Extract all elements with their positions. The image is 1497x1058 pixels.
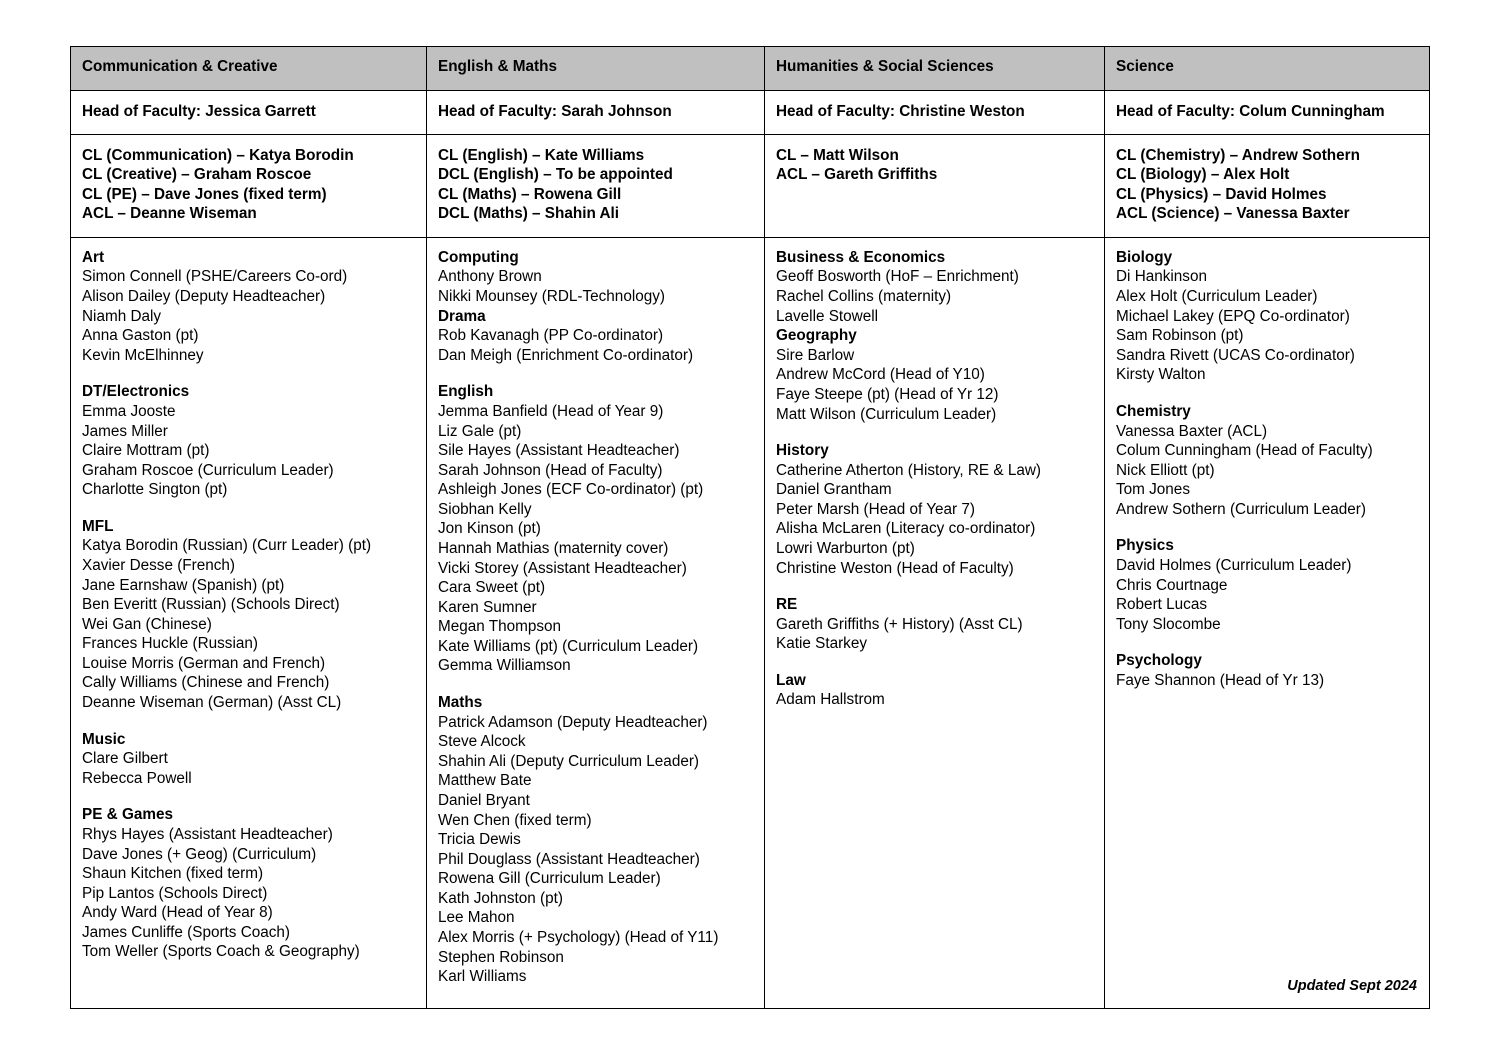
leadership-role-line: CL (PE) – Dave Jones (fixed term) — [82, 185, 327, 203]
staff-name: Jane Earnshaw (Spanish) (pt) — [82, 576, 285, 594]
staff-name: Karl Williams — [438, 968, 527, 986]
staff-name: Xavier Desse (French) — [82, 556, 236, 574]
subject-title: History — [776, 442, 829, 460]
staff-name: Deanne Wiseman (German) (Asst CL) — [82, 694, 342, 712]
staff-name: Di Hankinson — [1116, 268, 1207, 286]
staff-name: Anna Gaston (pt) — [82, 327, 199, 345]
staff-name: Tony Slocombe — [1116, 615, 1221, 633]
staff-name: Sandra Rivett (UCAS Co-ordinator) — [1116, 346, 1355, 364]
staff-name: Michael Lakey (EPQ Co-ordinator) — [1116, 307, 1350, 325]
staff-name: Wei Gan (Chinese) — [82, 615, 212, 633]
subject-block — [438, 693, 755, 987]
head-of-faculty-cell-1 — [71, 91, 427, 135]
subject-title: Psychology — [1116, 652, 1202, 670]
staff-name: Simon Connell (PSHE/Careers Co-ord) — [82, 268, 348, 286]
subject-block — [82, 805, 417, 962]
head-of-faculty-row — [71, 91, 1430, 135]
staff-name: Andrew McCord (Head of Y10) — [776, 366, 985, 384]
head-of-faculty-cell-3 — [765, 91, 1105, 135]
staff-name: Andrew Sothern (Curriculum Leader) — [1116, 500, 1366, 518]
subject-block — [438, 382, 755, 676]
staff-name: Siobhan Kelly — [438, 500, 532, 518]
staff-name: Chris Courtnage — [1116, 576, 1228, 594]
subject-block — [776, 248, 1095, 326]
roles-cell-3 — [765, 134, 1105, 237]
staff-name: Cara Sweet (pt) — [438, 579, 546, 597]
subject-title: Business & Economics — [776, 248, 946, 266]
head-of-faculty-label: Head of Faculty: Jessica Garrett — [82, 103, 316, 120]
staff-name: Karen Sumner — [438, 598, 537, 616]
faculty-header-cell-3 — [765, 47, 1105, 91]
faculty-staff-table — [70, 46, 1430, 1009]
subject-title: Geography — [776, 327, 857, 345]
leadership-role-line: ACL (Science) – Vanessa Baxter — [1116, 205, 1350, 223]
subject-block — [1116, 402, 1420, 519]
head-of-faculty-label: Head of Faculty: Sarah Johnson — [438, 103, 672, 120]
staff-name: Lowri Warburton (pt) — [776, 539, 915, 557]
roles-cell-4 — [1105, 134, 1430, 237]
staff-name: Christine Weston (Head of Faculty) — [776, 559, 1014, 577]
staff-name: Charlotte Sington (pt) — [82, 481, 228, 499]
staff-name: Kevin McElhinney — [82, 346, 204, 364]
head-of-faculty-cell-4 — [1105, 91, 1430, 135]
staff-name: Patrick Adamson (Deputy Headteacher) — [438, 713, 708, 731]
staff-name: Faye Shannon (Head of Yr 13) — [1116, 671, 1325, 689]
staff-name: Faye Steepe (pt) (Head of Yr 12) — [776, 385, 999, 403]
staff-name: Liz Gale (pt) — [438, 422, 522, 440]
staff-name: Lee Mahon — [438, 909, 515, 927]
staff-name: Dan Meigh (Enrichment Co-ordinator) — [438, 346, 694, 364]
staff-name: Sam Robinson (pt) — [1116, 327, 1244, 345]
staff-name: Anthony Brown — [438, 268, 542, 286]
subject-block — [1116, 248, 1420, 385]
leadership-role-line: CL (Maths) – Rowena Gill — [438, 185, 622, 203]
staff-name: Sile Hayes (Assistant Headteacher) — [438, 442, 680, 460]
subject-block — [438, 248, 755, 307]
faculty-header-row — [71, 47, 1430, 91]
subject-block — [776, 441, 1095, 578]
staff-name: Jon Kinson (pt) — [438, 520, 541, 538]
staff-name: Frances Huckle (Russian) — [82, 635, 258, 653]
staff-name: Kirsty Walton — [1116, 366, 1206, 384]
staff-cell-1 — [71, 237, 427, 1008]
staff-name: Katie Starkey — [776, 635, 867, 653]
staff-name: Jemma Banfield (Head of Year 9) — [438, 402, 664, 420]
head-of-faculty-label: Head of Faculty: Christine Weston — [776, 103, 1025, 120]
subject-title: Chemistry — [1116, 402, 1191, 420]
staff-name: Gareth Griffiths (+ History) (Asst CL) — [776, 615, 1023, 633]
subject-block — [82, 730, 417, 789]
subject-block — [82, 517, 417, 713]
staff-name: Colum Cunningham (Head of Faculty) — [1116, 442, 1373, 460]
staff-name: James Miller — [82, 422, 168, 440]
faculty-header-cell-4 — [1105, 47, 1430, 91]
staff-name: David Holmes (Curriculum Leader) — [1116, 556, 1352, 574]
leadership-role-line: CL (Physics) – David Holmes — [1116, 185, 1327, 203]
staff-name: Ben Everitt (Russian) (Schools Direct) — [82, 596, 340, 614]
staff-name: Alex Holt (Curriculum Leader) — [1116, 288, 1318, 306]
staff-name: Tom Weller (Sports Coach & Geography) — [82, 943, 360, 961]
staff-name: Catherine Atherton (History, RE & Law) — [776, 461, 1041, 479]
staff-name: Tricia Dewis — [438, 831, 521, 849]
staff-name: Vicki Storey (Assistant Headteacher) — [438, 559, 687, 577]
staff-name: Louise Morris (German and French) — [82, 654, 326, 672]
leadership-role-line: CL (Creative) – Graham Roscoe — [82, 166, 312, 184]
faculty-header-cell-1 — [71, 47, 427, 91]
staff-name: Emma Jooste — [82, 402, 176, 420]
subject-block — [82, 248, 417, 365]
staff-name: Dave Jones (+ Geog) (Curriculum) — [82, 845, 317, 863]
staff-list-row — [71, 237, 1430, 1008]
subject-block — [82, 382, 417, 499]
staff-name: Kate Williams (pt) (Curriculum Leader) — [438, 637, 699, 655]
leadership-roles-row — [71, 134, 1430, 237]
staff-name: Claire Mottram (pt) — [82, 442, 210, 460]
staff-name: Adam Hallstrom — [776, 691, 885, 709]
staff-name: Alison Dailey (Deputy Headteacher) — [82, 288, 326, 306]
subject-block — [776, 326, 1095, 424]
staff-name: Rowena Gill (Curriculum Leader) — [438, 870, 661, 888]
subject-title: Computing — [438, 248, 519, 266]
staff-name: Matthew Bate — [438, 772, 532, 790]
leadership-role-line: DCL (English) – To be appointed — [438, 166, 673, 184]
subject-title: Art — [82, 248, 105, 266]
head-of-faculty-label: Head of Faculty: Colum Cunningham — [1116, 103, 1385, 120]
subject-title: RE — [776, 596, 798, 614]
roles-cell-1 — [71, 134, 427, 237]
staff-name: Alisha McLaren (Literacy co-ordinator) — [776, 520, 1036, 538]
roles-cell-2 — [427, 134, 765, 237]
staff-name: Lavelle Stowell — [776, 307, 879, 325]
staff-name: Rob Kavanagh (PP Co-ordinator) — [438, 327, 664, 345]
staff-name: Stephen Robinson — [438, 948, 564, 966]
staff-name: James Cunliffe (Sports Coach) — [82, 923, 291, 941]
staff-name: Matt Wilson (Curriculum Leader) — [776, 405, 997, 423]
leadership-role-line: ACL – Deanne Wiseman — [82, 205, 257, 223]
staff-cell-2 — [427, 237, 765, 1008]
leadership-role-line: CL (Communication) – Katya Borodin — [82, 146, 354, 164]
staff-name: Cally Williams (Chinese and French) — [82, 674, 330, 692]
staff-name: Nick Elliott (pt) — [1116, 461, 1215, 479]
staff-name: Phil Douglass (Assistant Headteacher) — [438, 850, 700, 868]
subject-title: Maths — [438, 694, 483, 712]
faculty-name: Humanities & Social Sciences — [776, 58, 994, 75]
subject-title: MFL — [82, 517, 114, 535]
faculty-header-cell-2 — [427, 47, 765, 91]
staff-name: Shaun Kitchen (fixed term) — [82, 865, 264, 883]
staff-name: Graham Roscoe (Curriculum Leader) — [82, 461, 334, 479]
staff-name: Ashleigh Jones (ECF Co-ordinator) (pt) — [438, 481, 704, 499]
subject-title: Drama — [438, 307, 486, 325]
staff-name: Vanessa Baxter (ACL) — [1116, 422, 1268, 440]
leadership-role-line: CL (Chemistry) – Andrew Sothern — [1116, 146, 1360, 164]
leadership-role-line: CL (Biology) – Alex Holt — [1116, 166, 1290, 184]
subject-title: Physics — [1116, 537, 1174, 555]
faculty-name: Communication & Creative — [82, 58, 278, 75]
subject-block — [438, 307, 755, 366]
subject-title: PE & Games — [82, 806, 173, 824]
staff-name: Sire Barlow — [776, 346, 855, 364]
subject-block — [776, 595, 1095, 654]
staff-name: Alex Morris (+ Psychology) (Head of Y11) — [438, 928, 719, 946]
subject-block — [776, 671, 1095, 710]
staff-name: Geoff Bosworth (HoF – Enrichment) — [776, 268, 1019, 286]
staff-name: Rhys Hayes (Assistant Headteacher) — [82, 825, 333, 843]
staff-name: Steve Alcock — [438, 733, 526, 751]
subject-title: Law — [776, 671, 806, 689]
faculty-name: Science — [1116, 58, 1174, 75]
subject-block — [1116, 536, 1420, 634]
leadership-role-line: DCL (Maths) – Shahin Ali — [438, 205, 620, 223]
subject-title: DT/Electronics — [82, 383, 190, 401]
faculty-name: English & Maths — [438, 58, 557, 75]
subject-title: Biology — [1116, 248, 1173, 266]
staff-name: Sarah Johnson (Head of Faculty) — [438, 461, 663, 479]
staff-name: Katya Borodin (Russian) (Curr Leader) (pt) — [82, 537, 372, 555]
staff-cell-3 — [765, 237, 1105, 1008]
staff-name: Clare Gilbert — [82, 750, 168, 768]
staff-name: Kath Johnston (pt) — [438, 889, 563, 907]
head-of-faculty-cell-2 — [427, 91, 765, 135]
updated-note: Updated Sept 2024 — [1287, 978, 1417, 995]
staff-name: Andy Ward (Head of Year 8) — [82, 904, 273, 922]
staff-name: Gemma Williamson — [438, 657, 571, 675]
staff-name: Nikki Mounsey (RDL-Technology) — [438, 288, 665, 306]
subject-title: English — [438, 383, 494, 401]
staff-name: Rachel Collins (maternity) — [776, 288, 952, 306]
staff-name: Rebecca Powell — [82, 769, 192, 787]
staff-cell-4 — [1105, 237, 1430, 1008]
staff-name: Robert Lucas — [1116, 596, 1207, 614]
leadership-role-line: CL (English) – Kate Williams — [438, 146, 645, 164]
subject-block — [1116, 651, 1420, 690]
staff-name: Daniel Bryant — [438, 791, 530, 809]
staff-name: Hannah Mathias (maternity cover) — [438, 539, 669, 557]
staff-name: Tom Jones — [1116, 481, 1190, 499]
leadership-role-line: ACL – Gareth Griffiths — [776, 166, 938, 184]
staff-name: Niamh Daly — [82, 307, 162, 325]
staff-name: Megan Thompson — [438, 618, 562, 636]
staff-name: Wen Chen (fixed term) — [438, 811, 592, 829]
leadership-role-line: CL – Matt Wilson — [776, 146, 899, 164]
staff-name: Pip Lantos (Schools Direct) — [82, 884, 268, 902]
staff-name: Peter Marsh (Head of Year 7) — [776, 500, 975, 518]
staff-name: Shahin Ali (Deputy Curriculum Leader) — [438, 752, 700, 770]
staff-name: Daniel Grantham — [776, 481, 892, 499]
subject-title: Music — [82, 730, 126, 748]
